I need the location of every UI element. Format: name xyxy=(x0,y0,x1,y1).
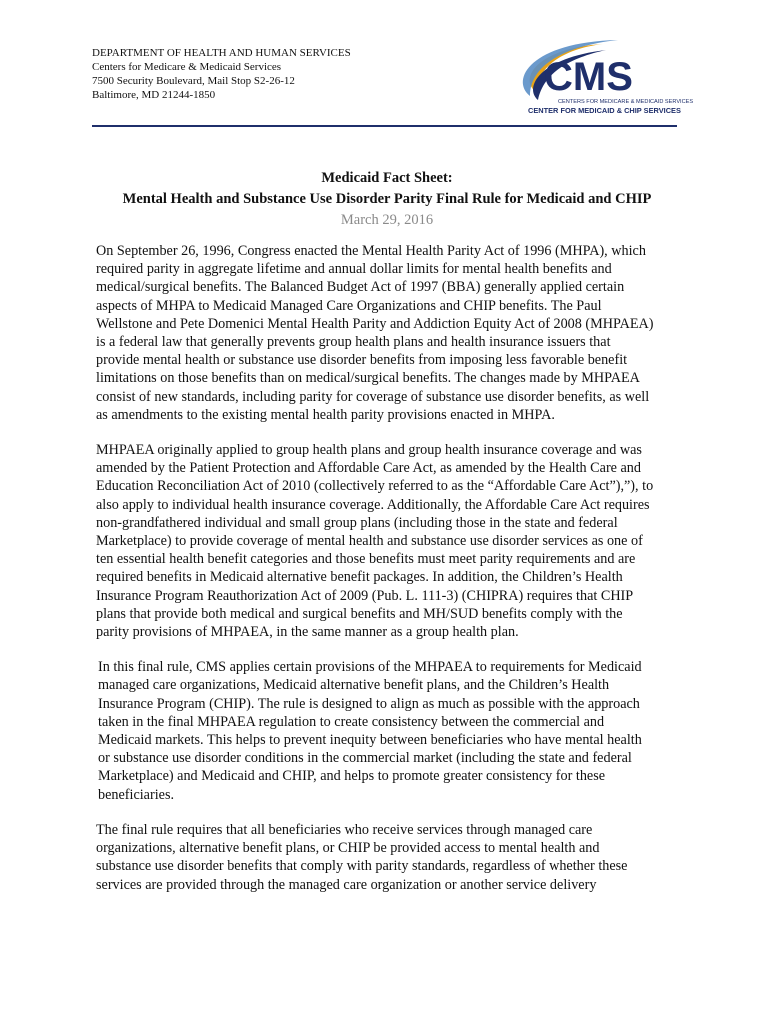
document-body xyxy=(96,242,656,911)
page-title: Mental Health and Substance Use Disorder Parity Final Rule for Medicaid and CHIP xyxy=(122,191,652,207)
fact-sheet-label: Medicaid Fact Sheet: xyxy=(321,170,453,186)
logo-line-centers: CENTERS FOR MEDICARE & MEDICAID SERVICES xyxy=(558,99,694,105)
header-divider xyxy=(92,125,677,127)
address-line-street: 7500 Security Boulevard, Mail Stop S2-26-12 xyxy=(92,75,295,87)
logo-line-center-medicaid-chip: CENTER FOR MEDICAID & CHIP SERVICES xyxy=(528,106,681,115)
title-block xyxy=(92,168,682,231)
paragraph-mhpaea-aca: MHPAEA originally applied to group health plans and group health insurance coverage and was amended by the Patient Protection and Affordable Care Act, as amended by the Health Care and Education Reconciliation Act of 2010 (collectively referred to as the “Affordable Care Act”),”), to also apply to individual health insurance coverage. Additionally, the Affordable Care Act requires non-grandfathered individual and small group plans (including those in the state and federal Marketplace) to provide coverage of mental health and substance use disorder services as one of ten essential health benefit categories and those benefits must meet parity requirements and are required benefits in Medicaid alternative benefit packages. In addition, the Children’s Health Insurance Program Reauthorization Act of 2009 (Pub. L. 111-3) (CHIPRA) requires that CHIP plans that provide both medical and surgical benefits and MH/SUD benefits comply with the parity provisions of MHPAEA, in the same manner as a group health plan. xyxy=(96,442,654,641)
cms-logo xyxy=(508,40,694,120)
address-line-agency: Centers for Medicare & Medicaid Services xyxy=(92,61,282,73)
logo-wordmark: CMS xyxy=(544,55,633,99)
sender-address xyxy=(92,46,351,102)
address-line-department: DEPARTMENT OF HEALTH AND HUMAN SERVICES xyxy=(92,47,351,59)
paragraph-final-rule: In this final rule, CMS applies certain provisions of the MHPAEA to requirements for Medicaid managed care organizations, Medicaid alternative benefit plans, and the Children’s Health Insurance Program (CHIP). The rule is designed to align as much as possible with the approach taken in the final MHPAEA regulation to create consistency between the commercial and Medicaid markets. This helps to prevent inequity between beneficiaries who have mental health or substance use disorder conditions in the commercial market (including the state and federal Marketplace) and Medicaid and CHIP, and helps to promote greater consistency for these beneficiaries. xyxy=(98,659,642,803)
paragraph-beneficiary-access: The final rule requires that all beneficiaries who receive services through managed care organizations, alternative benefit plans, or CHIP be provided access to mental health and substance use disorder benefits that comply with parity standards, regardless of whether these services are provided through the managed care organization or another service delivery xyxy=(96,821,628,893)
address-line-city: Baltimore, MD 21244-1850 xyxy=(92,89,216,101)
paragraph-mhpa-history: On September 26, 1996, Congress enacted the Mental Health Parity Act of 1996 (MHPA), which required parity in aggregate lifetime and annual dollar limits for mental health benefits and medical/surgical benefits. The Balanced Budget Act of 1997 (BBA) generally applied certain aspects of MHPA to Medicaid Managed Care Organizations and CHIP benefits. The Paul Wellstone and Pete Domenici Mental Health Parity and Addiction Equity Act of 2008 (MHPAEA) is a federal law that generally prevents group health plans and health insurance issuers that provide mental health or substance use disorder benefits from imposing less favorable benefit limitations on those benefits than on medical/surgical benefits. The changes made by MHPAEA consist of new standards, including parity for coverage of substance use disorder benefits, as well as amendments to the existing mental health parity provisions enacted in MHPA. xyxy=(96,243,654,423)
publication-date: March 29, 2016 xyxy=(340,212,434,228)
